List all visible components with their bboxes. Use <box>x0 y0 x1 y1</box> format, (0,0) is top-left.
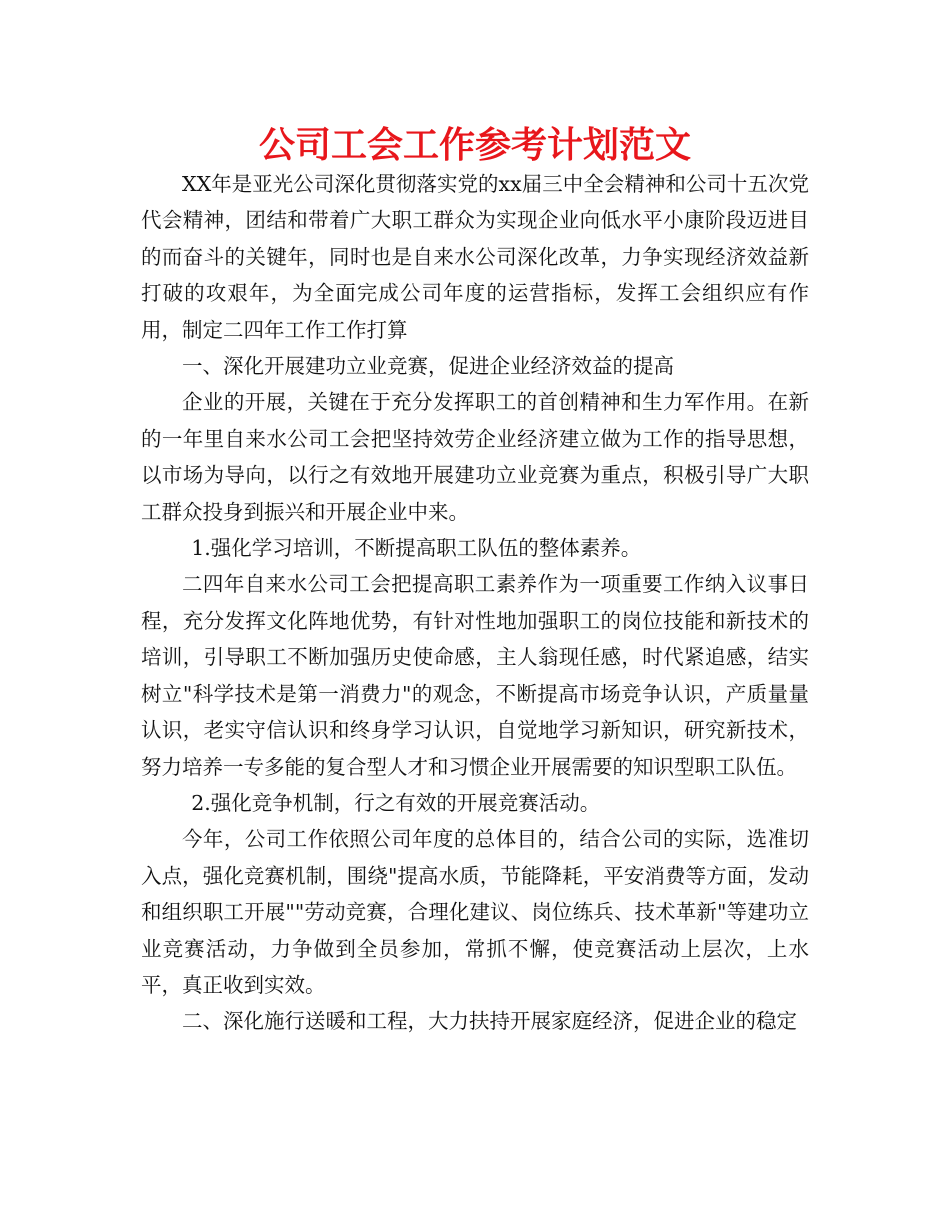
section-heading-1: 一、深化开展建功立业竞赛，促进企业经济效益的提高 <box>182 354 674 379</box>
paragraph-item-1: 二四年自来水公司工会把提高职工素养作为一项重要工作纳入议事日程，充分发挥文化阵地优势，有针对性地加强职工的岗位技能和新技术的培训，引导职工不断加强历史使命感，主人翁现任感，时代紧追感，结实树立"科学技术是第一消费力"的观念，不断提高市场竞争认识，产质量量认识，老实守信认识和终身学习认识，自觉地学习新知识，研究新技术，努力培养一专多能的复合型人才和习惯企业开展需要的知识型职工队伍。 <box>141 572 809 779</box>
paragraph-intro: XX年是亚光公司深化贯彻落实党的xx届三中全会精神和公司十五次党代会精神，团结和带着广大职工群众为实现企业向低水平小康阶段迈进目的而奋斗的关键年，同时也是自来水公司深化改革，力争实现经济效益新打破的攻艰年，为全面完成公司年度的运营指标，发挥工会组织应有作用，制定二四年工作工作打算 <box>141 172 809 342</box>
document-title: 公司工会工作参考计划范文 <box>258 125 691 166</box>
list-item-2: 2.强化竞争机制，行之有效的开展竞赛活动。 <box>191 790 601 815</box>
section-heading-2: 二、深化施行送暖和工程，大力扶持开展家庭经济，促进企业的稳定 <box>182 1009 797 1034</box>
paragraph-section-1: 企业的开展，关键在于充分发挥职工的首创精神和生力军作用。在新的一年里自来水公司工会把坚持效劳企业经济建立做为工作的指导思想，以市场为导向，以行之有效地开展建功立业竞赛为重点，积极引导广大职工群众投身到振兴和开展企业中来。 <box>141 390 809 524</box>
list-item-1: 1.强化学习培训，不断提高职工队伍的整体素养。 <box>191 536 642 561</box>
document-body <box>141 166 809 1040</box>
paragraph-item-2: 今年，公司工作依照公司年度的总体目的，结合公司的实际，选准切入点，强化竞赛机制，围绕"提高水质，节能降耗，平安消费等方面，发动和组织职工开展""劳动竞赛，合理化建议、岗位练兵、技术革新"等建功立业竞赛活动，力争做到全员参加，常抓不懈，使竞赛活动上层次，上水平，真正收到实效。 <box>141 827 809 997</box>
